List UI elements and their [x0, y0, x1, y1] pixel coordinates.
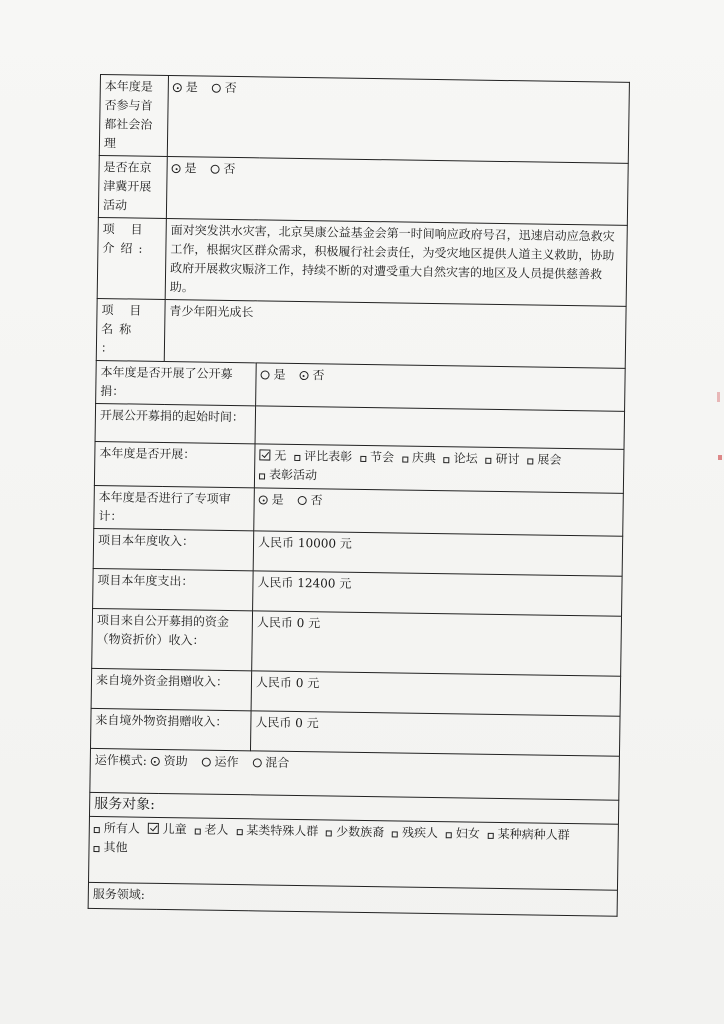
target-option: 妇女: [455, 826, 480, 841]
event-option: 节会: [369, 450, 395, 465]
target-option: 其他: [103, 840, 128, 855]
row-service-targets: [89, 816, 619, 890]
row-events: [94, 441, 624, 493]
yes-label: 是: [185, 80, 198, 95]
checkbox-icon[interactable]: [259, 473, 265, 479]
value-public-income: 人民币 0 元: [252, 611, 622, 676]
value-expense: 人民币 12400 元: [253, 571, 623, 616]
checkbox-icon[interactable]: [392, 831, 398, 837]
label-public-income: 项目来自公开募捐的资金（物资折价）收入：: [92, 608, 253, 670]
label-events: 本年度是否开展：: [94, 441, 255, 487]
value-special-audit: [254, 488, 624, 536]
label-foreign-funds: 来自境外资金捐赠收入：: [91, 668, 252, 710]
label-project-intro: 项 目 介绍:: [97, 217, 166, 299]
project-form-table: [88, 74, 630, 917]
radio-icon[interactable]: [252, 758, 261, 767]
label-expense: [93, 568, 254, 610]
radio-yes-selected-icon[interactable]: [173, 83, 182, 92]
radio-icon[interactable]: [201, 758, 210, 767]
no-label: 否: [223, 161, 236, 177]
row-project-name: [96, 298, 626, 368]
radio-no-icon[interactable]: [210, 165, 219, 174]
value-project-name: 青少年阳光成长: [164, 299, 626, 368]
checkbox-icon[interactable]: [326, 830, 332, 836]
target-option: 少数族裔: [336, 824, 385, 840]
target-option: 某种病种人群: [497, 826, 570, 843]
value-jjj-activities: [166, 157, 628, 226]
checkbox-icon[interactable]: [527, 458, 533, 464]
event-option: 无: [274, 448, 287, 463]
radio-selected-icon[interactable]: [151, 757, 160, 766]
no-label: 否: [224, 80, 237, 96]
cell-operation-mode: [90, 748, 620, 800]
event-option: 论坛: [453, 451, 478, 466]
target-option: 残疾人: [401, 825, 439, 841]
radio-yes-selected-icon[interactable]: [259, 495, 268, 504]
checkbox-icon[interactable]: [94, 827, 100, 833]
checkbox-icon[interactable]: [236, 829, 242, 835]
yes-label: 是: [184, 161, 197, 176]
event-option: 研讨: [495, 451, 520, 467]
no-label: 否: [312, 368, 325, 383]
value-events: [254, 444, 624, 493]
row-public-income: [92, 608, 622, 676]
target-option: 某类特殊人群: [246, 823, 319, 839]
row-project-intro: [97, 217, 627, 306]
checkbox-checked-icon[interactable]: [259, 449, 270, 460]
label-income-text: 项目本年度收入：: [97, 533, 195, 549]
label-fundraising-start: 开展公开募捐的起始时间：: [95, 403, 256, 443]
radio-yes-icon[interactable]: [260, 370, 269, 379]
value-fundraising-start[interactable]: [255, 406, 625, 449]
yes-label: 是: [273, 367, 286, 382]
event-option: 表彰活动: [268, 467, 318, 483]
radio-no-selected-icon[interactable]: [299, 371, 308, 380]
label-operation-mode: 运作模式:: [94, 752, 147, 768]
row-jjj-activities: [98, 155, 628, 225]
label-foreign-goods: 来自境外物资捐赠收入：: [90, 708, 251, 750]
radio-yes-selected-icon[interactable]: [172, 164, 181, 173]
label-jjj-activities: 是否在京津冀开展活动: [98, 155, 167, 218]
label-expense-text: 项目本年度支出：: [97, 573, 194, 589]
checkbox-icon[interactable]: [485, 458, 491, 464]
edge-stain-mark: [718, 455, 722, 460]
radio-no-icon[interactable]: [297, 496, 306, 505]
radio-no-icon[interactable]: [212, 84, 221, 93]
mode-option: 运作: [214, 754, 239, 770]
target-option: 所有人: [103, 821, 140, 836]
value-public-fundraising: [256, 363, 626, 411]
row-operation-mode: [90, 748, 620, 800]
mode-option: 资助: [163, 754, 188, 769]
label-special-audit: 本年度是否进行了专项审计：: [94, 485, 255, 530]
checkbox-icon[interactable]: [360, 456, 366, 462]
checkbox-icon[interactable]: [488, 833, 494, 839]
event-option: 庆典: [411, 450, 436, 466]
label-project-name: 项 目 名称 ：: [96, 298, 165, 361]
value-income: 人民币 10000 元: [253, 531, 623, 576]
label-capital-governance: 本年度是否参与首都社会治理: [99, 75, 168, 157]
label-service-domain: 服务领域:: [88, 882, 617, 916]
value-project-intro: 面对突发洪水灾害，北京昊康公益基金会第一时间响应政府号召，迅速启动应急救灾工作，根据灾区群众需求，积极履行社会责任，为受灾地区提供人道主义救助，协助政府开展救灾赈济工作，持续不断的对遭受重大自然灾害的地区及人员提供慈善救助。: [165, 219, 627, 307]
checkbox-icon[interactable]: [194, 828, 200, 834]
target-option: 老人: [204, 822, 229, 837]
row-capital-governance: [99, 75, 629, 164]
checkbox-icon[interactable]: [294, 455, 300, 461]
edge-stain-mark: [717, 392, 720, 402]
no-label: 否: [310, 493, 323, 508]
value-service-targets: [89, 816, 619, 890]
value-capital-governance: [167, 76, 629, 164]
label-income: [93, 528, 254, 570]
value-foreign-goods: 人民币 0 元: [250, 711, 620, 756]
target-option: 儿童: [162, 822, 187, 837]
label-service-targets: 服务对象:: [89, 792, 618, 824]
checkbox-icon[interactable]: [93, 846, 99, 852]
event-option: 展会: [537, 452, 562, 467]
event-option: 评比表彰: [304, 449, 353, 464]
mode-option: 混合: [265, 755, 290, 770]
checkbox-icon[interactable]: [402, 457, 408, 463]
value-foreign-funds: 人民币 0 元: [251, 671, 621, 716]
checkbox-checked-icon[interactable]: [148, 823, 159, 834]
checkbox-icon[interactable]: [446, 832, 452, 838]
checkbox-icon[interactable]: [444, 457, 450, 463]
yes-label: 是: [271, 492, 284, 507]
label-public-fundraising: 本年度是否开展了公开募捐：: [96, 360, 257, 405]
